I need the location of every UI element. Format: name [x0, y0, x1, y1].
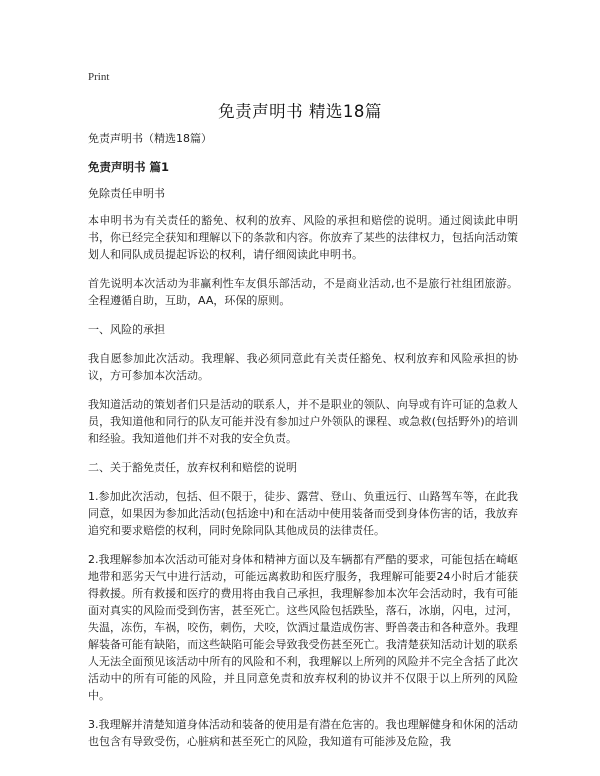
paragraph: 免除责任申明书: [88, 187, 165, 200]
subheading: 二、关于豁免责任，放弃权利和赔偿的说明: [88, 461, 297, 474]
paragraph: 1.参加此次活动，包括、但不限于，徒步、露营、登山、负重远行、山路驾车等，在此我同意，如果因为参加此活动(包括途中)和在活动中使用装备而受到身体伤害的话，我放弃追究和要求赔偿的权利，同时免除同队其他成员的法律责任。: [88, 490, 518, 537]
print-label: Print: [88, 71, 110, 83]
document-title: 免责声明书 精选18篇: [218, 102, 382, 121]
paragraph: 2.我理解参加本次活动可能对身体和精神方面以及车辆都有严酷的要求，可能包括在崎岖地带和恶劣天气中进行活动，可能远离救助和医疗服务，我理解可能要24小时后才能获得救援。所有救援和医疗的费用将由我自己承担，我理解参加本次年会活动时，我有可能面对真实的风险而受到伤害，甚至死亡。这些风险包括跌坠，落石，冰崩，闪电，过河，失温，冻伤，车祸，咬伤，刺伤，犬咬，饮酒过量造成伤害、野兽袭击和各种意外。我理解装备可能有缺陷，而这些缺陷可能会导致我受伤甚至死亡。我清楚获知活动计划的联系人无法全面预见该活动中所有的风险和不利，我理解以上所列的风险并不完全含括了此次活动中的所有可能的风险，并且同意免责和放弃权利的协议并不仅限于以上所列的风险中。: [88, 553, 518, 702]
document-body: [88, 130, 518, 750]
paragraph: 我知道活动的策划者们只是活动的联系人，并不是职业的领队、向导或有许可证的急救人员，我知道他和同行的队友可能并没有参加过户外领队的课程、或急救(包括野外)的培训和经验。我知道他们并不对我的安全负责。: [88, 398, 518, 445]
paragraph: 首先说明本次活动为非赢利性车友俱乐部活动，不是商业活动,也不是旅行社组团旅游。全程遵循自助，互助，AA，环保的原则。: [88, 277, 518, 307]
document-subtitle: 免责声明书（精选18篇）: [88, 132, 212, 145]
paragraph: 本申明书为有关责任的豁免、权利的放弃、风险的承担和赔偿的说明。通过阅读此申明书，你已经完全获知和理解以下的条款和内容。你放弃了某些的法律权力，包括向活动策划人和同队成员提起诉讼的权利，请仔细阅读此申明书。: [88, 214, 518, 261]
subheading: 一、风险的承担: [88, 323, 165, 336]
paragraph: 我自愿参加此次活动。我理解、我必须同意此有关责任豁免、权利放弃和风险承担的协议，方可参加本次活动。: [88, 352, 518, 382]
section-heading: 免责声明书 篇1: [88, 160, 170, 174]
paragraph: 3.我理解并清楚知道身体活动和装备的使用是有潜在危害的。我也理解健身和休闲的活动也包含有导致受伤，心脏病和甚至死亡的风险，我知道有可能涉及危险，我: [88, 718, 518, 748]
